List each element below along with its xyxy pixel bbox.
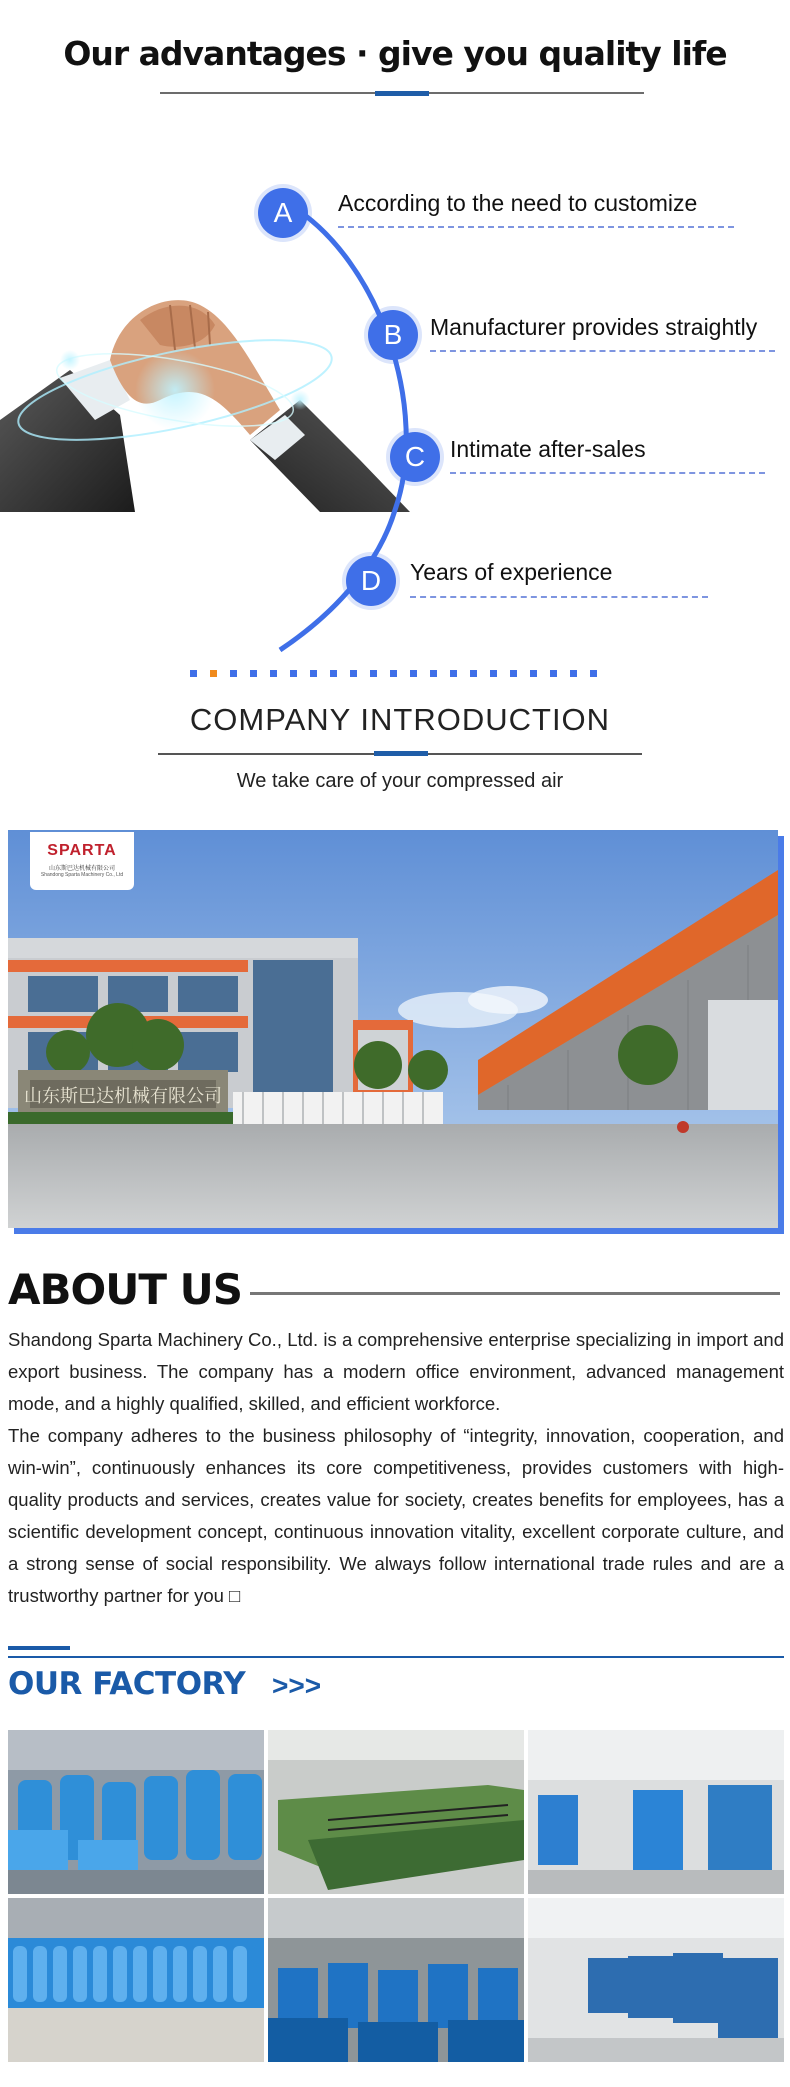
decorative-dot: [230, 670, 237, 677]
our-factory-arrows: >>>: [272, 1670, 322, 1701]
advantage-dash-c: [450, 472, 765, 474]
decorative-dot-row: [190, 668, 610, 682]
decorative-dot: [450, 670, 457, 677]
decorative-dot: [510, 670, 517, 677]
company-introduction-title: COMPANY INTRODUCTION: [189, 702, 611, 737]
our-factory-title: OUR FACTORY: [8, 1666, 246, 1702]
decorative-dot: [310, 670, 317, 677]
advantages-title: Our advantages · give you quality life: [63, 34, 727, 73]
decorative-dot: [430, 670, 437, 677]
sparta-logo-chinese: 山东斯巴达机械有限公司: [48, 866, 115, 872]
advantage-badge-d: D: [346, 556, 396, 606]
advantage-dash-d: [410, 596, 708, 598]
decorative-dot: [190, 670, 197, 677]
about-us-paragraph-1: Shandong Sparta Machinery Co., Ltd. is a comprehensive enterprise specializing in import and export business. The company has a modern office environment, advanced management mode, and a highly qualified, skilled, and efficient workforce.: [8, 1329, 784, 1414]
decorative-dot: [470, 670, 477, 677]
decorative-dot: [550, 670, 557, 677]
decorative-dot: [390, 670, 397, 677]
advantage-dash-b: [430, 350, 775, 352]
about-us-title: ABOUT US: [8, 1265, 242, 1314]
company-introduction-subtitle: We take care of your compressed air: [236, 770, 564, 792]
about-us-paragraph-2: The company adheres to the business philosophy of “integrity, innovation, cooperation, and win-win”, continuously enhances its core competitiveness, provides customers with high-quality products and services, creates value for society, creates benefits for employees, has a scientific development concept, continuous innovation vitality, excellent corporate culture, and a strong sense of social responsibility. We always follow international trade rules and are a trustworthy partner for you □: [8, 1425, 784, 1606]
factory-divider-accent: [8, 1646, 70, 1650]
decorative-dot: [290, 670, 297, 677]
factory-photo-tank-rows: [8, 1898, 264, 2062]
advantage-text-b: Manufacturer provides straightly: [430, 314, 758, 340]
decorative-dot: [350, 670, 357, 677]
decorative-dot: [330, 670, 337, 677]
advantage-dash-a: [338, 226, 734, 228]
company-introduction-divider-accent: [374, 751, 428, 756]
about-us-divider: [250, 1292, 780, 1295]
advantage-text-a: According to the need to customize: [338, 190, 698, 216]
advantage-text-d: Years of experience: [410, 559, 613, 585]
decorative-dot: [570, 670, 577, 677]
decorative-dot: [210, 670, 217, 677]
decorative-dot: [530, 670, 537, 677]
factory-photo-refrigerated-dryers: [528, 1898, 784, 2062]
decorative-dot: [270, 670, 277, 677]
factory-photo-warehouse: [268, 1898, 524, 2062]
decorative-dot: [370, 670, 377, 677]
advantage-badge-b: B: [368, 310, 418, 360]
advantage-badge-a: A: [258, 188, 308, 238]
decorative-dot: [590, 670, 597, 677]
decorative-dot: [410, 670, 417, 677]
sparta-logo: [30, 832, 134, 890]
factory-photo-dryer-units: [528, 1730, 784, 1894]
advantages-panel: [0, 150, 790, 660]
advantage-badge-c: C: [390, 432, 440, 482]
sparta-logo-wordmark: SPARTA: [47, 842, 117, 859]
advantage-text-c: Intimate after-sales: [450, 436, 646, 462]
factory-divider: [8, 1656, 784, 1658]
decorative-dot: [490, 670, 497, 677]
sparta-logo-english: Shandong Sparta Machinery Co., Ltd: [40, 872, 124, 878]
advantages-divider-accent: [375, 91, 429, 96]
decorative-dot: [250, 670, 257, 677]
building-sign-text: 山东斯巴达机械有限公司: [24, 1086, 222, 1107]
factory-photo-production-line: [268, 1730, 524, 1894]
factory-photo-tanks: [8, 1730, 264, 1894]
